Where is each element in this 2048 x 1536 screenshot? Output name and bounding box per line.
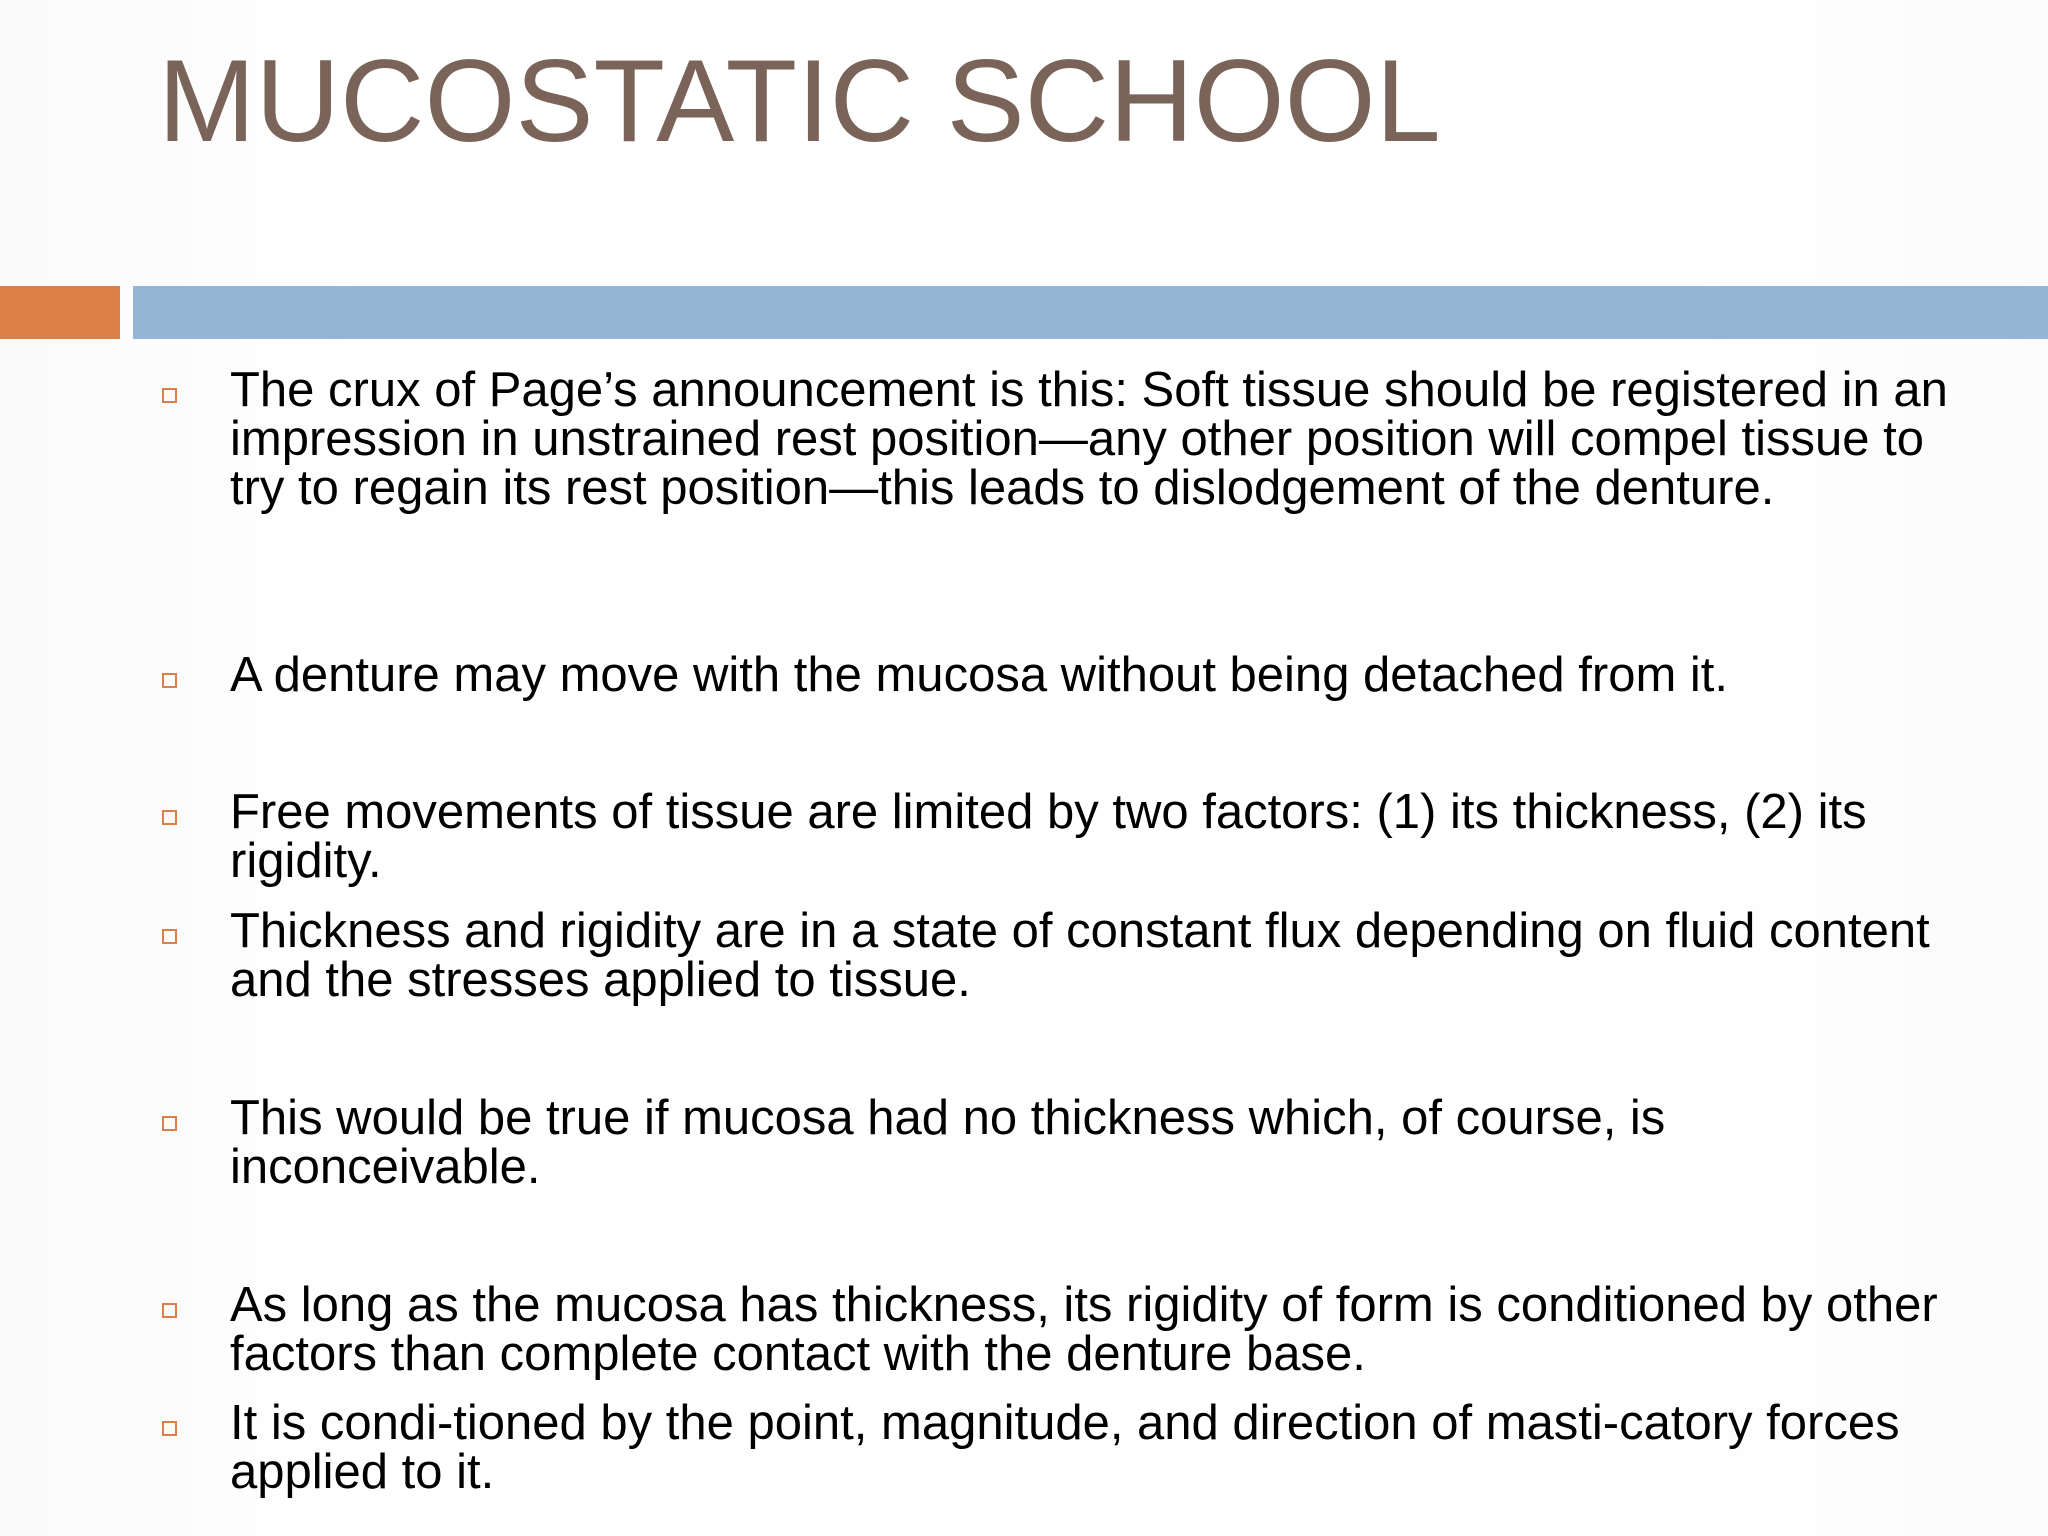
list-item [230,648,1950,702]
list-item [230,1396,1950,1499]
list-item [230,1091,1950,1194]
bullet-text: Free movements of tissue are limited by two factors: (1) its thickness, (2) its rigidity. [230,785,1867,888]
square-bullet-icon [162,1421,177,1436]
square-bullet-icon [162,673,177,688]
square-bullet-icon [162,929,177,944]
list-item [230,904,1950,1007]
list-item [230,363,1950,515]
slide-title: MUCOSTATIC SCHOOL [158,35,1441,166]
square-bullet-icon [162,1116,177,1131]
bullet-text: This would be true if mucosa had no thickness which, of course, is inconceivable. [230,1091,1666,1194]
bullet-text: As long as the mucosa has thickness, its rigidity of form is conditioned by other factors than complete contact with the denture base. [230,1278,1938,1381]
square-bullet-icon [162,1303,177,1318]
bullet-text: The crux of Page’s announcement is this: Soft tissue should be registered in an impression in unstrained rest position—any other position will compel tissue to try to regain its rest position—this leads to dislodgement of the denture. [230,363,1948,515]
square-bullet-icon [162,388,177,403]
bullet-text: It is condi-tioned by the point, magnitude, and direction of masti-catory forces applied to it. [230,1396,1900,1499]
square-bullet-icon [162,810,177,825]
list-item [230,1278,1950,1381]
bullet-text: A denture may move with the mucosa without being detached from it. [230,648,1729,702]
bullet-text: Thickness and rigidity are in a state of constant flux depending on fluid content and the stresses applied to tissue. [230,904,1930,1007]
list-item [230,785,1950,888]
